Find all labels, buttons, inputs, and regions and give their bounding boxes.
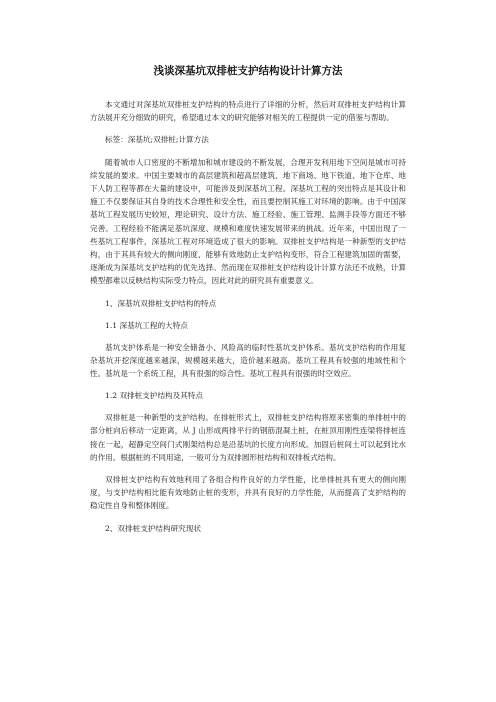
paragraph-1-2-b: 双排桩支护结构有效地利用了各组合构件良好的力学性能，比单排桩具有更大的侧向刚度，与支护结构相比能有效地防止桩的变形，并具有良好的力学性能，从而提高了支护结构的稳定性自身和整体刚度。 bbox=[90, 475, 406, 511]
paragraph-1-1: 基坑支护体系是一种安全储备小、风险高的临时性基坑支护体系。基坑支护结构的作用复杂基坑开挖深度越来越深，规模越来越大，造价越来越高。基坑工程具有较强的地域性和个性。基坑是一个系统工程，具有很强的综合性。基坑工程具有很强的时空效应。 bbox=[90, 342, 406, 379]
abstract-paragraph: 本文通过对深基坑双排桩支护结构的特点进行了详细的分析，然后对双排桩支护结构计算方法展开充分细致的研究，希望通过本文的研究能够对相关的工程提供一定的借鉴与帮助。 bbox=[90, 100, 406, 123]
section-heading-2: 2、双排桩支护结构研究现状 bbox=[105, 523, 201, 533]
subsection-heading-1-2: 1.2 双排桩支护结构及其特点 bbox=[105, 391, 204, 401]
keywords-line: 标签：深基坑;双排桩;计算方法 bbox=[105, 135, 209, 145]
document-title: 浅谈深基坑双排桩支护结构设计计算方法 bbox=[153, 65, 343, 77]
section-heading-1: 1、深基坑双排桩支护结构的特点 bbox=[105, 298, 217, 308]
subsection-heading-1-1: 1.1 深基坑工程的大特点 bbox=[105, 320, 188, 330]
intro-paragraph: 随着城市人口密度的不断增加和城市建设的不断发展，合理开发利用地下空间是城市可持续发展的要求。中国主要城市的高层建筑和超高层建筑、地下商场、地下铁道、地下仓库、地下人防工程等都在大量的建设中，可能涉及到深基坑工程。深基坑工程的突出特点是其设计和施工不仅要保证其自身的技术合理性和安全性，而且要控制其施工对环境的影响。由于中国深基坑工程发展历史较短，理论研究、设计方法、施工经验、施工管理、监测手段等方面还不够完善。工程经验不能满足基坑深度、规模和难度快速发展带来的挑战。近年来，中国出现了一些基坑工程事件，深基坑工程对环境造成了很大的影响。双排桩支护结构是一种新型的支护结构，由于其具有较大的侧向刚度，能够有效地防止支护结构变形，符合工程建筑加固的需要，逐渐成为深基坑支护结构的优先选择。然而现在双排桩支护结构设计计算方法还不成熟，计算模型都难以反映结构实际受力特点，因此对此的研究具有重要意义。 bbox=[90, 157, 406, 286]
paragraph-1-2-a: 双排桩是一种新型的支护结构。在排桩形式上，双排桩支护结构将原来密集的单排桩中的部分桩向后移动一定距离，从 J 山形成两排平行的钢筋混凝土桩，在桩顶用刚性连梁将排桩连接在一起，超静定空间门式刚架结构总是沿基坑的长度方向形成。加固后桩间土可以起到比水的作用。根据桩的不同用途，一般可分为双排圆形桩结构和双排板式结构。 bbox=[90, 413, 406, 462]
